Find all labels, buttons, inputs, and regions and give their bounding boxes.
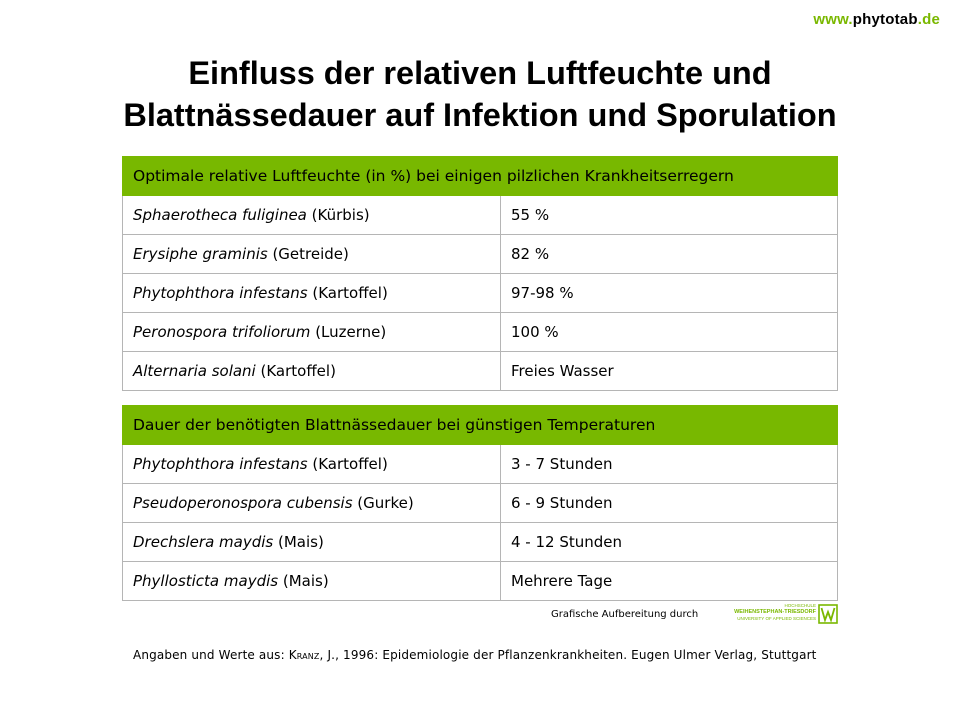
brand-url[interactable] (813, 11, 940, 28)
humidity-table-header: Optimale relative Luftfeuchte (in %) bei einigen pilzlichen Krankheitserregern (123, 157, 838, 196)
host-name: (Getreide) (267, 245, 349, 263)
logo-line-2: WEIHENSTEPHAN-TRIESDORF (734, 609, 816, 615)
pathogen-cell (123, 274, 501, 313)
table-row (123, 484, 838, 523)
pathogen-cell (123, 484, 501, 523)
table-row (123, 352, 838, 391)
table-row (123, 274, 838, 313)
humidity-value: 100 % (501, 313, 838, 352)
page-title (0, 52, 960, 136)
source-prefix: Angaben und Werte aus: (133, 648, 289, 662)
duration-value: 3 - 7 Stunden (501, 445, 838, 484)
title-line-1: Einfluss der relativen Luftfeuchte und (188, 55, 772, 91)
source-author: Kranz (288, 648, 320, 662)
leaf-wetness-table-header-row (123, 406, 838, 445)
host-name: (Kürbis) (306, 206, 370, 224)
host-name: (Mais) (278, 572, 329, 590)
table-row (123, 313, 838, 352)
logo-mark-icon (818, 604, 838, 624)
species-name: Phytophthora infestans (133, 284, 308, 302)
logo-line-3: UNIVERSITY OF APPLIED SCIENCES (737, 616, 816, 621)
source-rest: , J., 1996: Epidemiologie der Pflanzenkrankheiten. Eugen Ulmer Verlag, Stuttgart (319, 648, 817, 662)
host-name: (Kartoffel) (307, 284, 388, 302)
host-name: (Gurke) (352, 494, 414, 512)
pathogen-cell (123, 352, 501, 391)
source-note (133, 647, 828, 663)
table-row (123, 562, 838, 601)
duration-value: 4 - 12 Stunden (501, 523, 838, 562)
humidity-value: Freies Wasser (501, 352, 838, 391)
humidity-value: 97-98 % (501, 274, 838, 313)
humidity-value: 82 % (501, 235, 838, 274)
pathogen-cell (123, 196, 501, 235)
pathogen-cell (123, 445, 501, 484)
brand-name: phytotab (852, 11, 918, 28)
table-row (123, 235, 838, 274)
species-name: Sphaerotheca fuliginea (133, 206, 307, 224)
table-row (123, 445, 838, 484)
host-name: (Mais) (273, 533, 324, 551)
leaf-wetness-table-header: Dauer der benötigten Blattnässedauer bei günstigen Temperaturen (123, 406, 838, 445)
brand-prefix: www. (813, 11, 853, 28)
species-name: Pseudoperonospora cubensis (133, 494, 353, 512)
pathogen-cell (123, 235, 501, 274)
credit-text: Grafische Aufbereitung durch (551, 609, 699, 620)
table-row (123, 196, 838, 235)
humidity-value: 55 % (501, 196, 838, 235)
title-line-2: Blattnässedauer auf Infektion und Sporulation (123, 97, 837, 133)
brand-suffix: .de (917, 11, 940, 28)
leaf-wetness-table (122, 405, 838, 601)
logo-line-1: HOCHSCHULE (784, 603, 816, 608)
university-logo[interactable] (722, 603, 840, 625)
species-name: Phyllosticta maydis (133, 572, 279, 590)
duration-value: Mehrere Tage (501, 562, 838, 601)
humidity-table-header-row (123, 157, 838, 196)
pathogen-cell (123, 562, 501, 601)
species-name: Phytophthora infestans (133, 455, 308, 473)
host-name: (Luzerne) (310, 323, 387, 341)
host-name: (Kartoffel) (255, 362, 336, 380)
humidity-table (122, 156, 838, 391)
species-name: Peronospora trifoliorum (133, 323, 311, 341)
pathogen-cell (123, 313, 501, 352)
duration-value: 6 - 9 Stunden (501, 484, 838, 523)
species-name: Drechslera maydis (133, 533, 274, 551)
table-row (123, 523, 838, 562)
species-name: Alternaria solani (133, 362, 256, 380)
host-name: (Kartoffel) (307, 455, 388, 473)
pathogen-cell (123, 523, 501, 562)
species-name: Erysiphe graminis (133, 245, 268, 263)
